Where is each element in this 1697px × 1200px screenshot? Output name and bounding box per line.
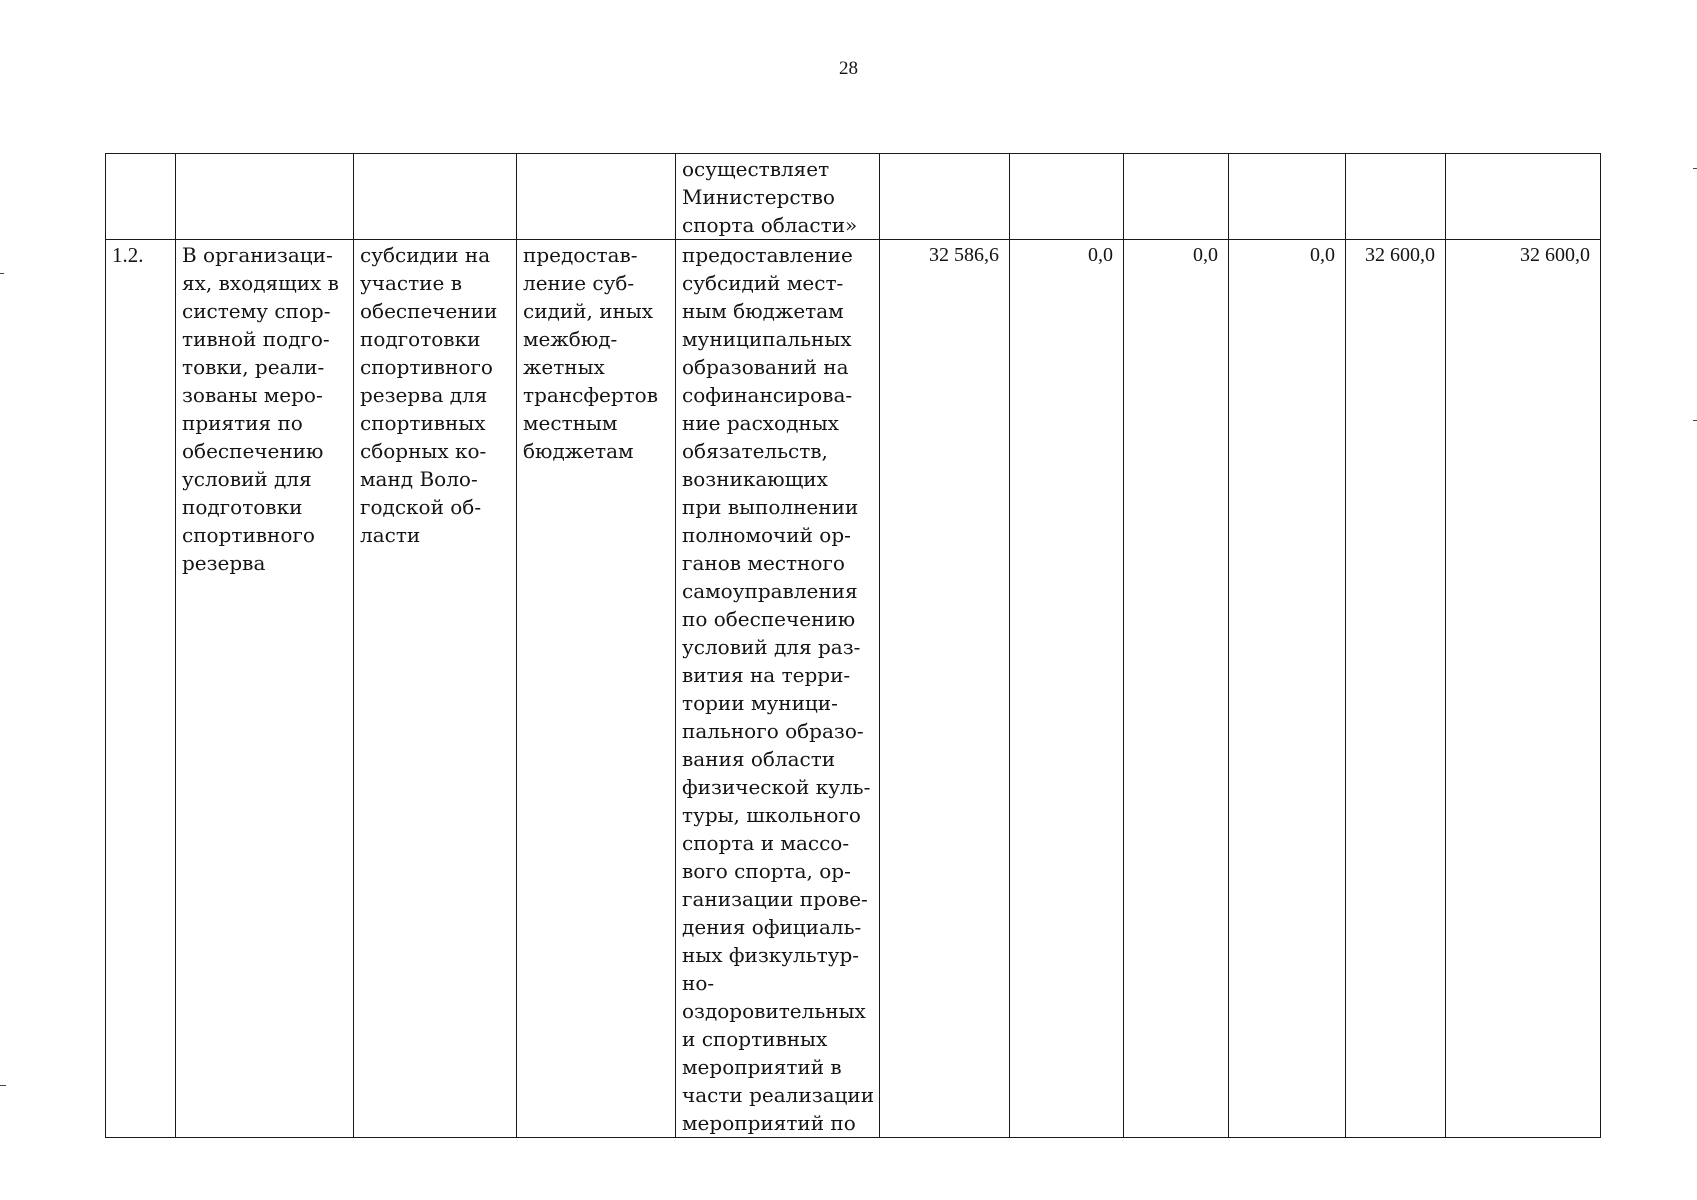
text-line: вого спорта, ор- xyxy=(682,859,851,883)
text-line: оздоровительных xyxy=(682,999,866,1023)
cell-value: 32 600,0 xyxy=(1446,240,1601,1138)
text-line: самоуправления xyxy=(682,579,858,603)
text-line: мероприятий по xyxy=(682,1111,856,1135)
text-line: части реализации xyxy=(682,1083,875,1107)
text-line: ных физкультур- xyxy=(682,943,860,967)
text-line: условий для раз- xyxy=(682,635,861,659)
cell-description xyxy=(676,240,880,1138)
text-line: межбюд- xyxy=(523,327,618,351)
text-line: тивной подго- xyxy=(182,327,330,351)
text-line: осуществляет xyxy=(682,157,830,181)
text-line: и спортивных xyxy=(682,1027,828,1051)
cell-index xyxy=(106,154,176,240)
cell-mechanism xyxy=(517,240,676,1138)
text-line: образований на xyxy=(682,355,849,379)
text-line: подготовки xyxy=(360,327,481,351)
scan-edge-mark xyxy=(1693,420,1697,421)
text-line: ным бюджетам xyxy=(682,299,844,323)
scan-edge-mark xyxy=(0,1085,6,1086)
text-line: субсидий мест- xyxy=(682,271,844,295)
text-line: вития на терри- xyxy=(682,663,851,687)
text-line: пального образо- xyxy=(682,719,864,743)
text-line: физической куль- xyxy=(682,775,871,799)
text-line: товки, реали- xyxy=(182,355,325,379)
text-line: мероприятий в xyxy=(682,1055,842,1079)
text-line: бюджетам xyxy=(523,439,634,463)
text-line: спортивного xyxy=(182,523,315,547)
cell-value xyxy=(1124,154,1229,240)
text-line: спортивного xyxy=(360,355,493,379)
cell-value xyxy=(1010,154,1124,240)
text-line: при выполнении xyxy=(682,495,859,519)
text-line: условий для xyxy=(182,467,312,491)
text-line: но- xyxy=(682,971,715,995)
text-line: возникающих xyxy=(682,467,828,491)
text-line: сборных ко- xyxy=(360,439,487,463)
cell-mechanism xyxy=(517,154,676,240)
text-line: обязательств, xyxy=(682,439,828,463)
cell-value: 32 586,6 xyxy=(880,240,1010,1138)
text-line: манд Воло- xyxy=(360,467,478,491)
text-line: ганизации прове- xyxy=(682,887,868,911)
text-line: ление суб- xyxy=(523,271,635,295)
text-line: сидий, иных xyxy=(523,299,654,323)
text-line: полномочий ор- xyxy=(682,523,851,547)
text-line: ласти xyxy=(360,523,421,547)
cell-value xyxy=(1446,154,1601,240)
text-line: обеспечению xyxy=(182,439,324,463)
cell-implementation xyxy=(676,154,880,240)
cell-value: 32 600,0 xyxy=(1346,240,1446,1138)
cell-value xyxy=(1346,154,1446,240)
scan-edge-mark xyxy=(1693,168,1697,169)
text-line: трансфертов xyxy=(523,383,658,407)
text-line: туры, школьного xyxy=(682,803,861,827)
cell-value xyxy=(880,154,1010,240)
text-line: ях, входящих в xyxy=(182,271,339,295)
text-line: Министерство xyxy=(682,185,835,209)
text-line: по обеспечению xyxy=(682,607,856,631)
text-line: спорта и массо- xyxy=(682,831,850,855)
cell-value: 0,0 xyxy=(1010,240,1124,1138)
table-row-continuation xyxy=(106,154,1601,240)
text-line: дения официаль- xyxy=(682,915,862,939)
text-line: подготовки xyxy=(182,495,303,519)
cell-value: 0,0 xyxy=(1124,240,1229,1138)
text-line: предостав- xyxy=(523,243,638,267)
text-line: предоставление xyxy=(682,243,853,267)
text-line: систему спор- xyxy=(182,299,331,323)
cell-subsidy xyxy=(354,240,517,1138)
text-line: тории муници- xyxy=(682,691,838,715)
text-line: годской об- xyxy=(360,495,482,519)
text-line: жетных xyxy=(523,355,605,379)
text-line: спортивных xyxy=(360,411,486,435)
text-line: участие в xyxy=(360,271,462,295)
text-line: муниципальных xyxy=(682,327,852,351)
text-line: обеспечении xyxy=(360,299,498,323)
financing-table xyxy=(105,153,1601,1138)
text-line: резерва xyxy=(182,551,266,575)
text-line: приятия по xyxy=(182,411,303,435)
page-number: 28 xyxy=(839,58,858,79)
text-line: софинансирова- xyxy=(682,383,853,407)
table-row-1-2 xyxy=(106,240,1601,1138)
cell-result xyxy=(176,240,354,1138)
text-line: В организаци- xyxy=(182,243,333,267)
cell-index: 1.2. xyxy=(106,240,176,1138)
scan-edge-mark xyxy=(0,273,4,274)
cell-value xyxy=(1229,154,1346,240)
text-line: вания области xyxy=(682,747,836,771)
text-line: спорта области» xyxy=(682,213,858,237)
cell-subsidy xyxy=(354,154,517,240)
cell-result xyxy=(176,154,354,240)
text-line: ние расходных xyxy=(682,411,839,435)
text-line: местным xyxy=(523,411,618,435)
cell-value: 0,0 xyxy=(1229,240,1346,1138)
text-line: зованы меро- xyxy=(182,383,323,407)
text-line: субсидии на xyxy=(360,243,491,267)
text-line: ганов местного xyxy=(682,551,845,575)
text-line: резерва для xyxy=(360,383,488,407)
